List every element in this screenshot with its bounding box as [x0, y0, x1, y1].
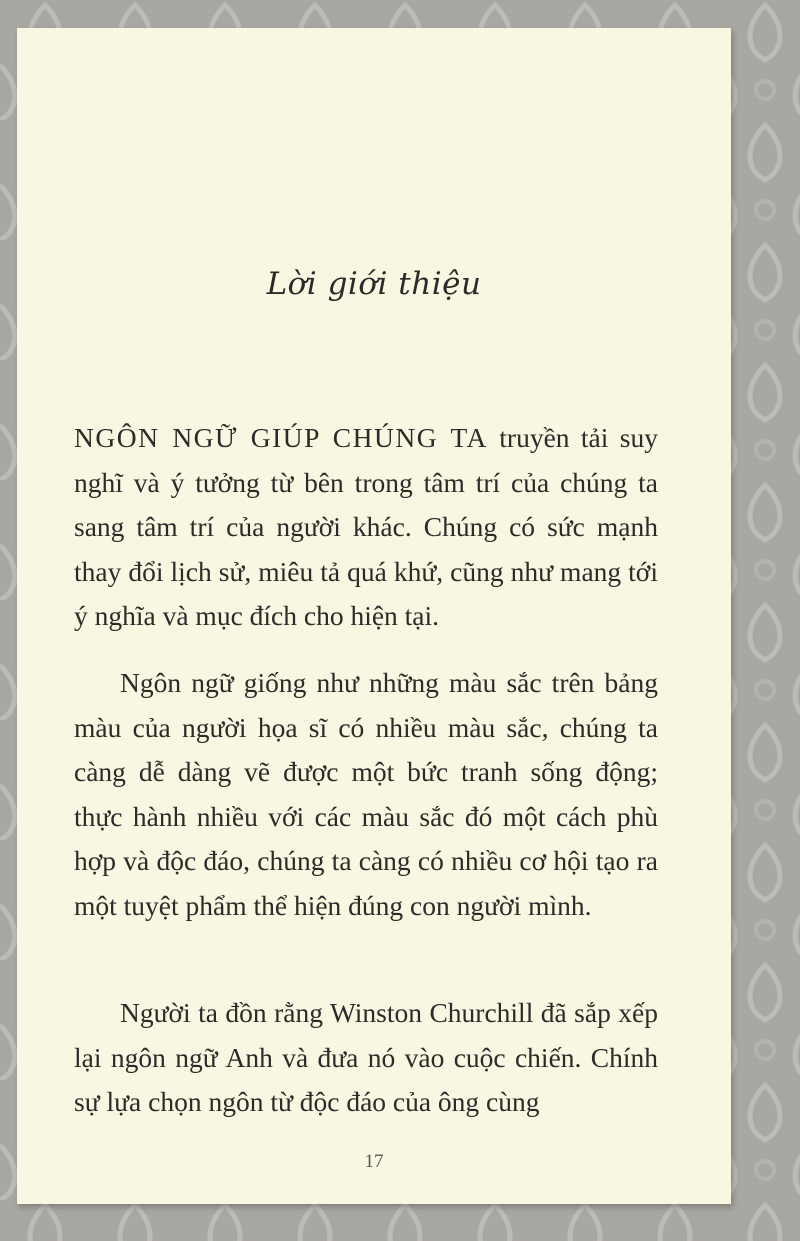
paragraph-1-text: truyền tải suy nghĩ và ý tưởng từ bên trong tâm trí của chúng ta sang tâm trí của người khác. Chúng có sức mạnh thay đổi lịch sử, miêu tả quá khứ, cũng như mang tới ý nghĩa và mục đích cho hiện tại. — [74, 422, 658, 631]
paragraph-3: Người ta đồn rằng Winston Churchill đã sắp xếp lại ngôn ngữ Anh và đưa nó vào cuộc chiến. Chính sự lựa chọn ngôn từ độc đáo của ông cùng — [74, 997, 658, 1117]
paragraph-2: Ngôn ngữ giống như những màu sắc trên bảng màu của người họa sĩ có nhiều màu sắc, chúng ta càng dễ dàng vẽ được một bức tranh sống động; thực hành nhiều với các màu sắc đó một cách phù hợp và độc đáo, chúng ta càng có nhiều cơ hội tạo ra một tuyệt phẩm thể hiện đúng con người mình. — [74, 667, 658, 921]
paragraph-1-lead: NGÔN NGỮ GIÚP CHÚNG TA — [74, 422, 488, 453]
paragraph-1 — [74, 416, 658, 639]
book-page — [17, 28, 731, 1204]
page-number: 17 — [364, 1151, 384, 1172]
chapter-title: Lời giới thiệu — [266, 266, 482, 302]
